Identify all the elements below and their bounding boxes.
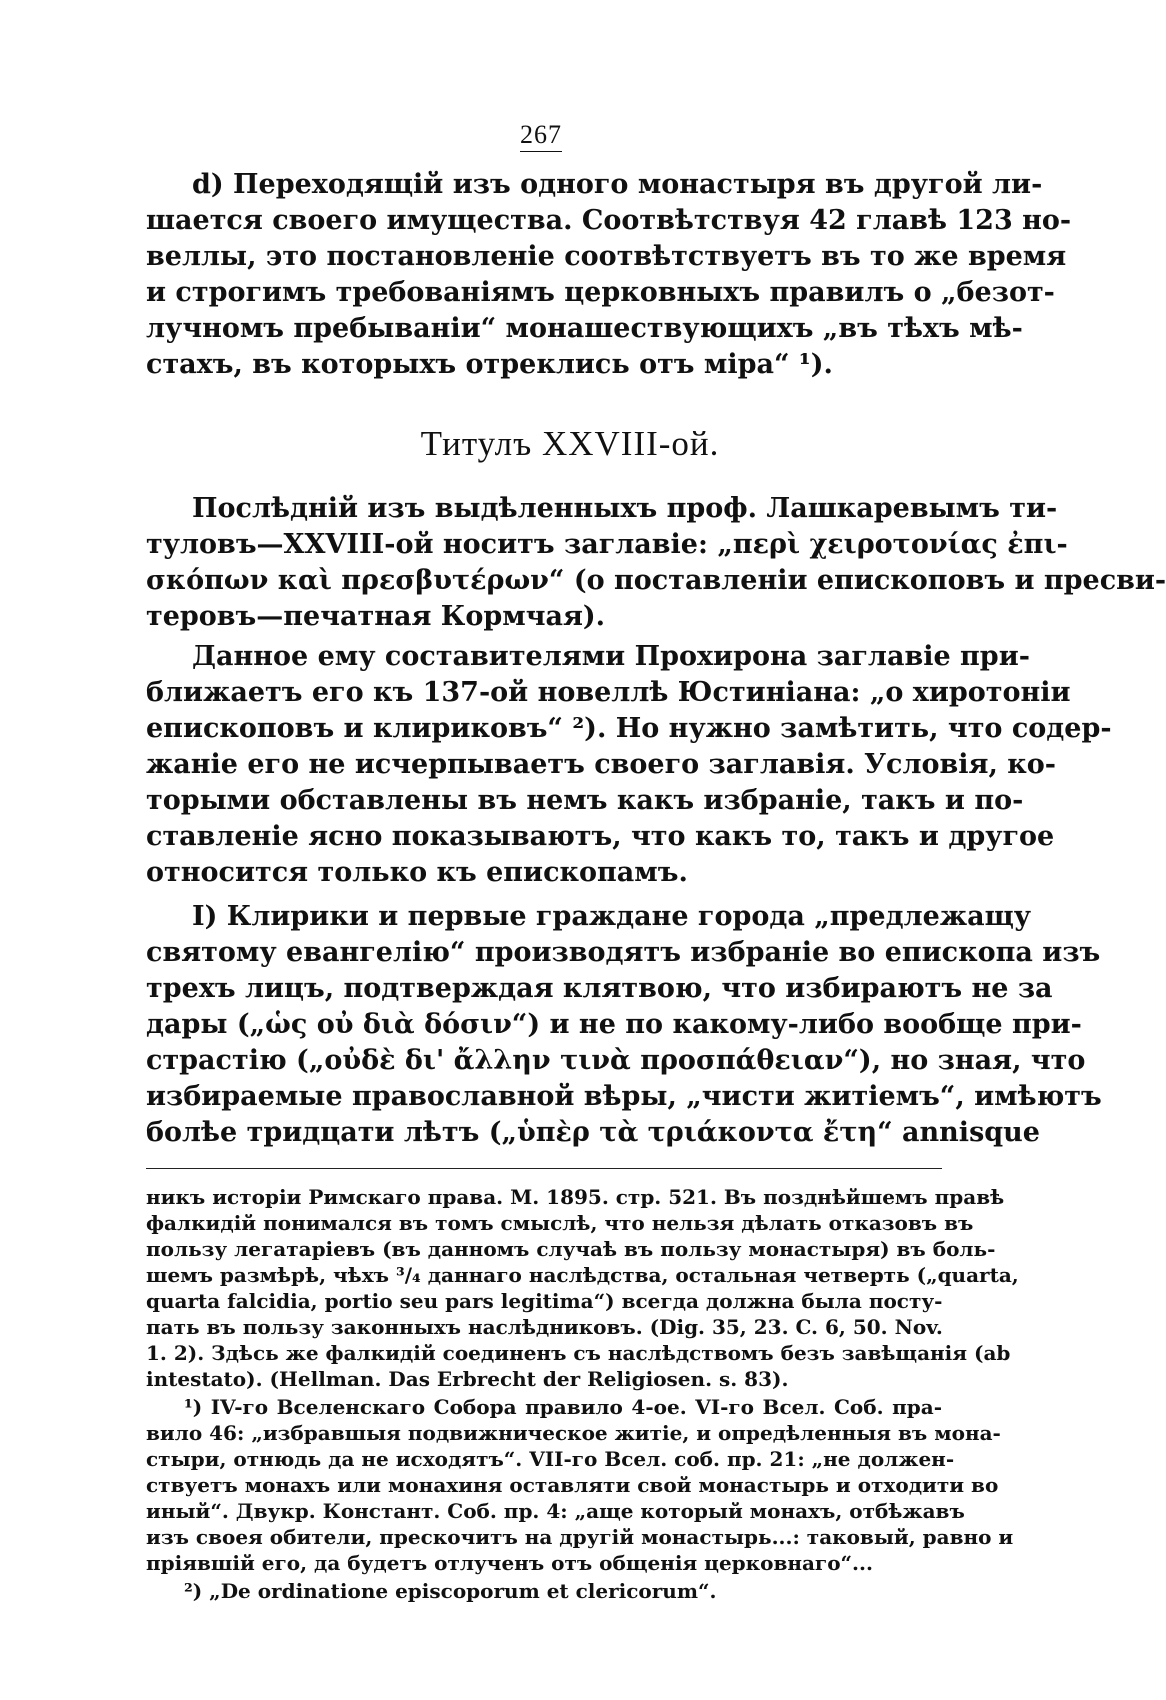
paragraph-intro-line: σκόπων καὶ πρεσβυτέρων“ (о поставленіи епископовъ и пресви- xyxy=(146,565,1166,596)
footnote-1-line: вило 46: „избравшыя подвижническое житіе, и опредѣленныя въ мона- xyxy=(146,1421,1001,1445)
paragraph-prochiron-line: Данное ему составителями Прохирона заглавіе при- xyxy=(192,641,1030,672)
paragraph-intro-line: Послѣдній изъ выдѣленныхъ проф. Лашкаревымъ ти- xyxy=(192,493,1058,524)
footnote-1-line: пріявшій его, да будетъ отлученъ отъ общенія церковнаго“... xyxy=(146,1551,873,1575)
footnote-1-line: ¹) IV-го Вселенскаго Собора правило 4-ое. VI-го Всел. Соб. пра- xyxy=(184,1395,942,1419)
footnote-continuation-line: пать въ пользу законныхъ наслѣдниковъ. (Dig. 35, 23. C. 6, 50. Nov. xyxy=(146,1315,943,1339)
footnote-1-line: ствуетъ монахъ или монахиня оставляти свой монастырь и отходити во xyxy=(146,1473,999,1497)
paragraph-1-line: I) Клирики и первые граждане города „предлежащу xyxy=(192,901,1032,932)
paragraph-d-line: шается своего имущества. Соотвѣтствуя 42 главѣ 123 но- xyxy=(146,205,1072,236)
footnote-continuation-line: фалкидій понимался въ томъ смыслѣ, что нельзя дѣлать отказовъ въ xyxy=(146,1211,974,1235)
footnote-continuation-line: intestato). (Hellman. Das Erbrecht der Religiosen. s. 83). xyxy=(146,1367,789,1391)
footnote-continuation-line: пользу легатаріевъ (въ данномъ случаѣ въ пользу монастыря) въ боль- xyxy=(146,1237,996,1261)
paragraph-prochiron-line: жаніе его не исчерпываетъ своего заглавія. Условія, ко- xyxy=(146,749,1056,780)
paragraph-intro-line: теровъ—печатная Кормчая). xyxy=(146,601,606,632)
paragraph-1-line: святому евангелію“ производятъ избраніе во епископа изъ xyxy=(146,937,1101,968)
paragraph-1-line: трехъ лицъ, подтверждая клятвою, что избираютъ не за xyxy=(146,973,1053,1004)
footnote-1-line: стыри, отнюдь да не исходятъ“. VII-го Всел. соб. пр. 21: „не должен- xyxy=(146,1447,955,1471)
page-number: 267 xyxy=(520,120,562,149)
footnote-1-line: иный“. Двукр. Констант. Соб. пр. 4: „аще который монахъ, отбѣжавъ xyxy=(146,1499,965,1523)
paragraph-intro-line: туловъ—XXVIII-ой носитъ заглавіе: „περὶ χειροτονίας ἐπι- xyxy=(146,529,1068,560)
footnote-continuation-line: никъ исторіи Римскаго права. М. 1895. стр. 521. Въ позднѣйшемъ правѣ xyxy=(146,1185,1005,1209)
section-title: Титулъ XXVIII-ой. xyxy=(420,424,720,463)
paragraph-1-line: страстію („οὐδὲ δι' ἄλλην τινὰ προσπάθειαν“), но зная, что xyxy=(146,1045,1086,1076)
footnote-continuation-line: quarta falcidia, portio seu pars legitima“) всегда должна была посту- xyxy=(146,1289,943,1313)
paragraph-prochiron-line: епископовъ и клириковъ“ ²). Но нужно замѣтить, что содер- xyxy=(146,713,1112,744)
paragraph-prochiron-line: ближаетъ его къ 137-ой новеллѣ Юстиніана: „о хиротоніи xyxy=(146,677,1071,708)
paragraph-d-line: d) Переходящій изъ одного монастыря въ другой ли- xyxy=(192,169,1043,200)
footnote-2: ²) „De ordinatione episcoporum et clericorum“. xyxy=(184,1579,717,1603)
footnote-1-line: изъ своея обители, прескочитъ на другій монастырь...: таковый, равно и xyxy=(146,1525,1014,1549)
paragraph-prochiron-line: торыми обставлены въ немъ какъ избраніе, такъ и по- xyxy=(146,785,1024,816)
paragraph-1-line: болѣе тридцати лѣтъ („ὑπὲρ τὰ τριάκοντα ἔτη“ annisque xyxy=(146,1117,1040,1148)
paragraph-prochiron-line: относится только къ епископамъ. xyxy=(146,857,688,888)
paragraph-d-line: веллы, это постановленіе соотвѣтствуетъ въ то же время xyxy=(146,241,1067,272)
paragraph-d-line: стахъ, въ которыхъ отреклись отъ міра“ ¹). xyxy=(146,349,833,380)
paragraph-1-line: избираемые православной вѣры, „чисти житіемъ“, имѣютъ xyxy=(146,1081,1102,1112)
paragraph-prochiron-line: ставленіе ясно показываютъ, что какъ то, такъ и другое xyxy=(146,821,1055,852)
footnote-continuation-line: 1. 2). Здѣсь же фалкидій соединенъ съ наслѣдствомъ безъ завѣщанія (ab xyxy=(146,1341,1011,1365)
footnote-rule xyxy=(146,1168,942,1169)
paragraph-d-line: лучномъ пребываніи“ монашествующихъ „въ тѣхъ мѣ- xyxy=(146,313,1023,344)
footnote-continuation-line: шемъ размѣрѣ, чѣхъ ³/₄ даннаго наслѣдства, остальная четверть („quarta, xyxy=(146,1263,1019,1287)
paragraph-1-line: дары („ὡς οὐ διὰ δόσιν“) и не по какому-либо вообще при- xyxy=(146,1009,1082,1040)
paragraph-d-line: и строгимъ требованіямъ церковныхъ правилъ о „безот- xyxy=(146,277,1055,308)
